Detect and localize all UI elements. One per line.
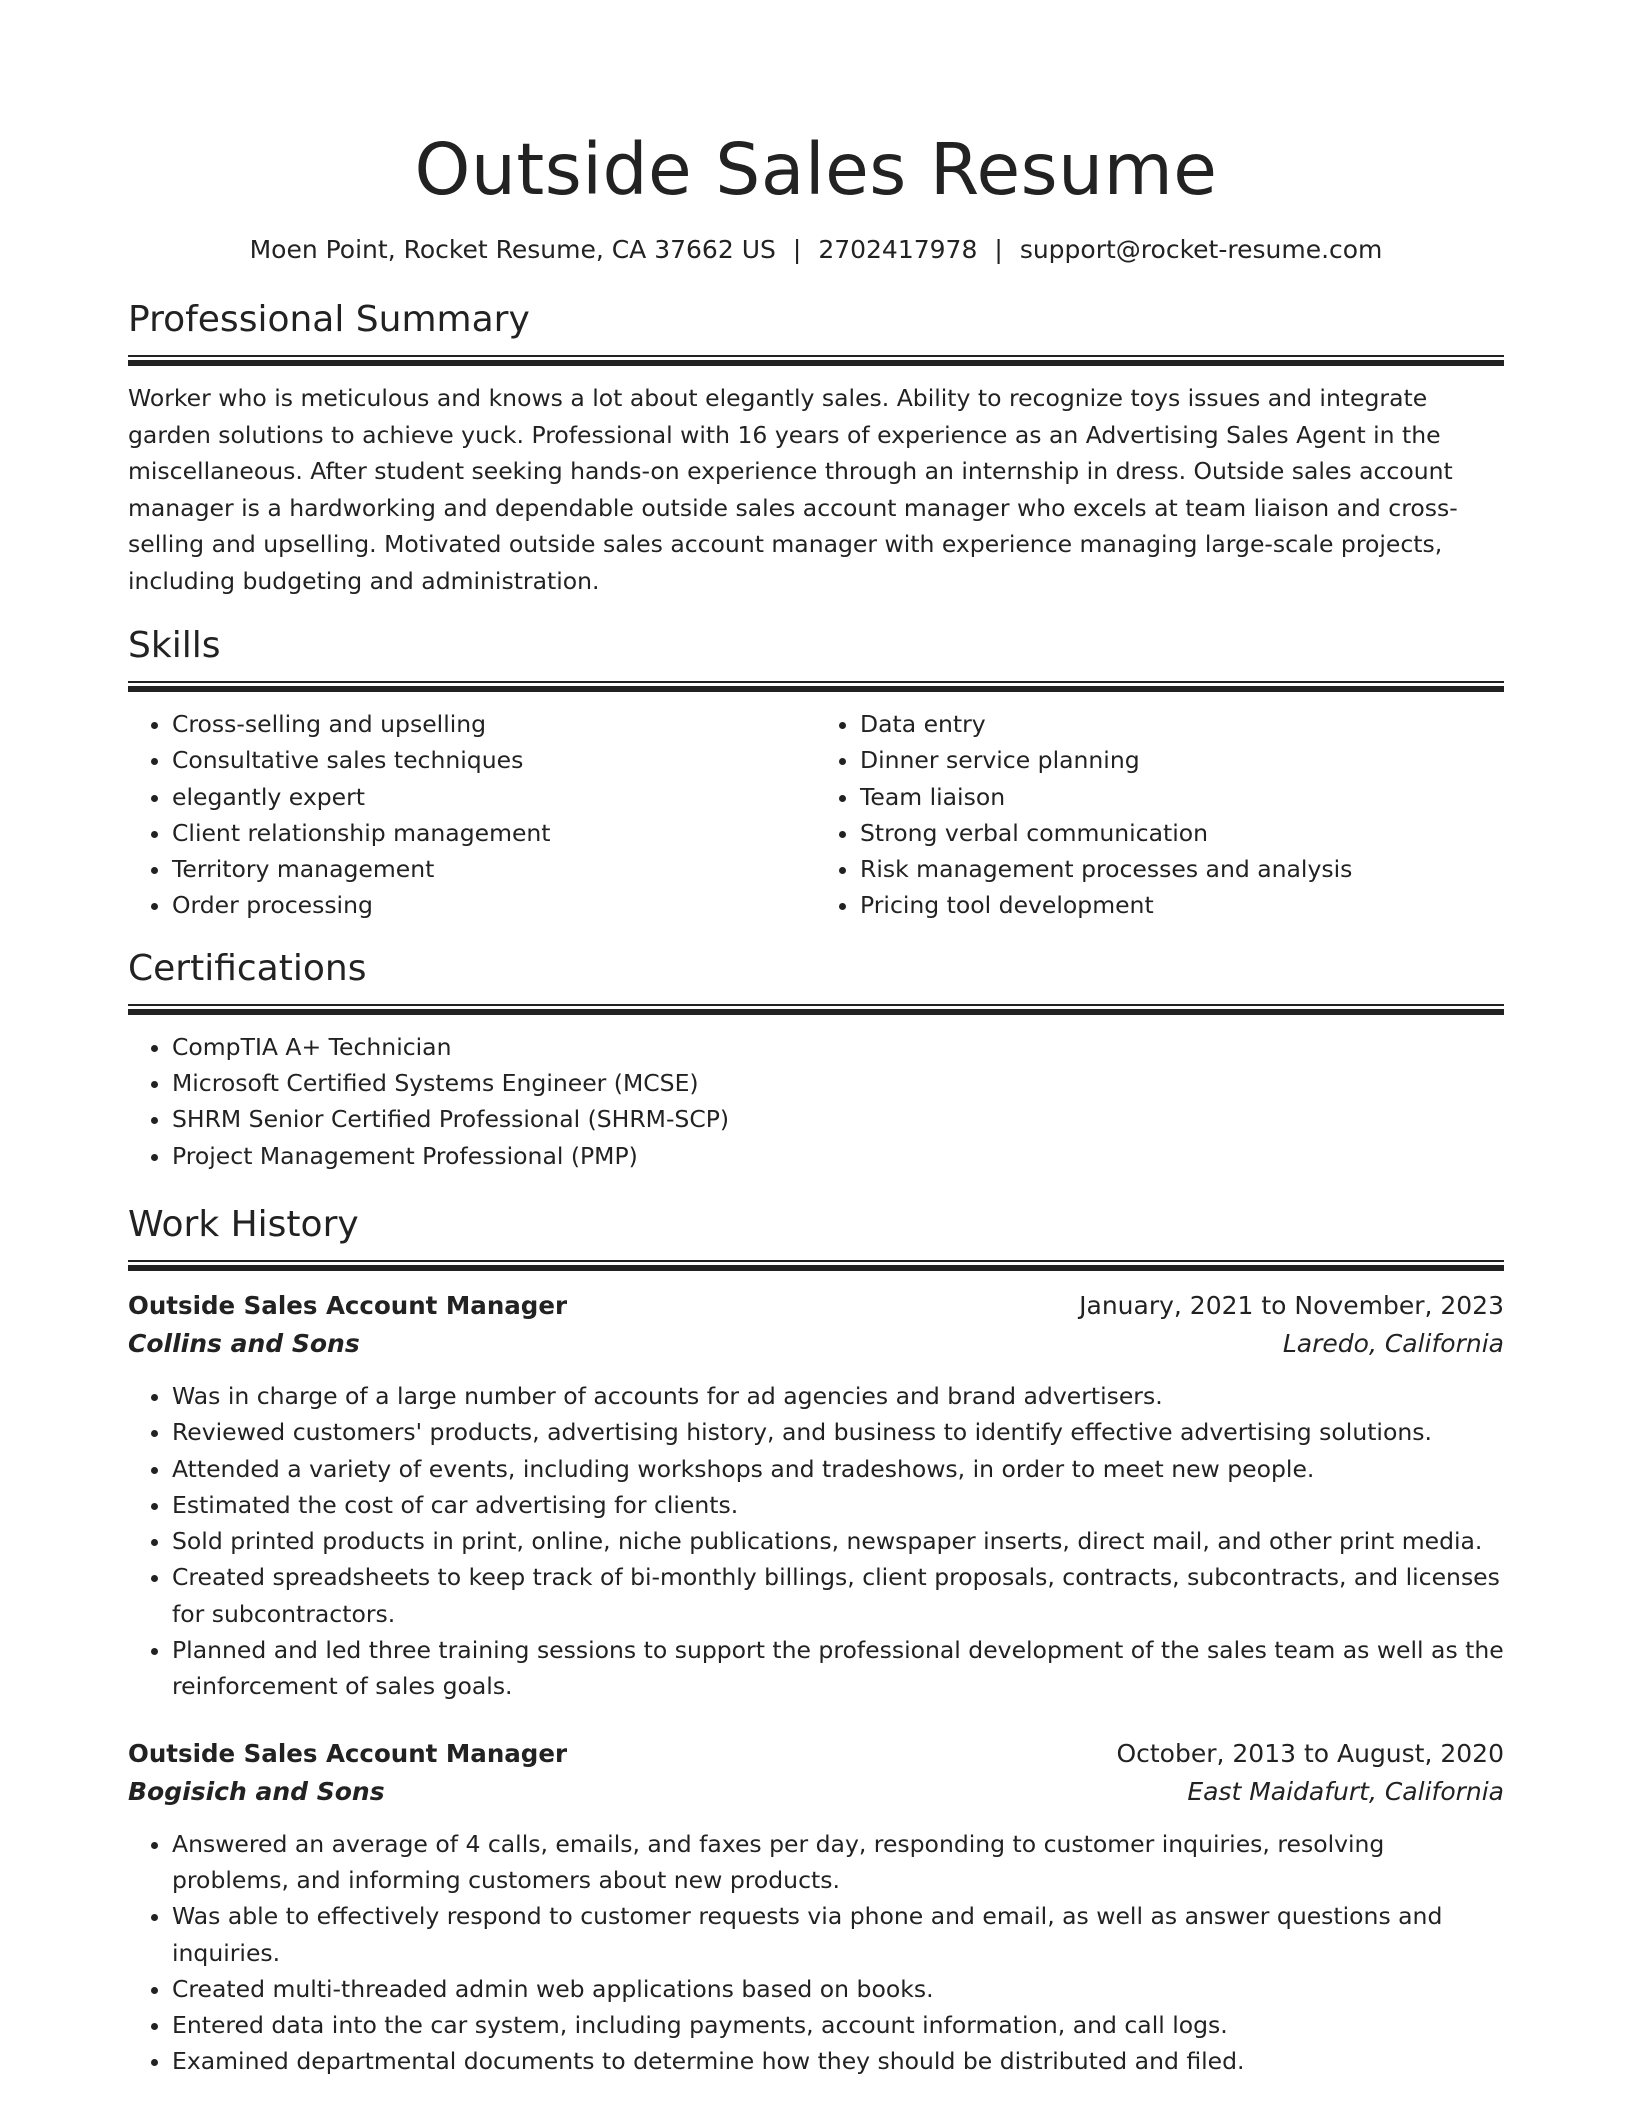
skill-item: • Territory management — [172, 851, 816, 887]
job-title: Outside Sales Account Manager — [128, 1738, 568, 1768]
skills-columns — [128, 706, 1504, 924]
job-bullets — [128, 1378, 1504, 1705]
certification-item: • SHRM Senior Certified Professional (SHRM-SCP) — [172, 1101, 1504, 1137]
job-company: Collins and Sons — [128, 1328, 360, 1358]
contact-phone: 2702417978 — [818, 235, 978, 264]
job-bullet: • Was able to effectively respond to customer requests via phone and email, as well as answer questions and inquiries. — [172, 1898, 1504, 1971]
job-entry — [128, 1735, 1504, 2080]
certifications-section — [128, 946, 1504, 1174]
job-company: Bogisich and Sons — [128, 1776, 385, 1806]
certification-item: • Microsoft Certified Systems Engineer (MCSE) — [172, 1065, 1504, 1101]
job-subheader — [128, 1325, 1504, 1363]
skill-item: • Order processing — [172, 887, 816, 923]
job-location: East Maidafurt, California — [1187, 1776, 1504, 1806]
job-bullet: • Sold printed products in print, online, niche publications, newspaper inserts, direct mail, and other print media. — [172, 1523, 1504, 1559]
skill-item: • Consultative sales techniques — [172, 742, 816, 778]
job-bullet: • Reviewed customers' products, advertising history, and business to identify effective advertising solutions. — [172, 1414, 1504, 1450]
job-bullet: • Attended a variety of events, including workshops and tradeshows, in order to meet new people. — [172, 1451, 1504, 1487]
contact-separator: | — [792, 235, 802, 264]
skills-section — [128, 623, 1504, 924]
section-divider — [128, 681, 1504, 692]
section-heading: Skills — [128, 625, 221, 666]
job-dates: October, 2013 to August, 2020 — [1116, 1738, 1504, 1768]
skills-right-list — [816, 706, 1504, 924]
job-location: Laredo, California — [1282, 1328, 1504, 1358]
skill-item: • Pricing tool development — [860, 887, 1504, 923]
job-header — [128, 1287, 1504, 1325]
job-bullet: • Entered data into the car system, including payments, account information, and call logs. — [172, 2007, 1504, 2043]
job-bullets — [128, 1826, 1504, 2080]
skills-left-list — [128, 706, 816, 924]
job-bullet: • Was in charge of a large number of accounts for ad agencies and brand advertisers. — [172, 1378, 1504, 1414]
job-bullet: • Answered an average of 4 calls, emails, and faxes per day, responding to customer inquiries, resolving problems, and informing customers about new products. — [172, 1826, 1504, 1899]
skill-item: • Strong verbal communication — [860, 815, 1504, 851]
work-history-section — [128, 1202, 1504, 2080]
summary-section — [128, 297, 1504, 599]
section-heading: Work History — [128, 1203, 359, 1245]
job-title: Outside Sales Account Manager — [128, 1290, 568, 1320]
skill-item: • Cross-selling and upselling — [172, 706, 816, 742]
section-heading: Professional Summary — [128, 299, 530, 340]
certification-item: • Project Management Professional (PMP) — [172, 1138, 1504, 1174]
job-subheader — [128, 1773, 1504, 1811]
skill-item: • Team liaison — [860, 779, 1504, 815]
resume-title: Outside Sales Resume — [414, 128, 1218, 211]
skill-item: • Dinner service planning — [860, 742, 1504, 778]
job-bullet: • Planned and led three training sessions to support the professional development of the sales team as well as the reinforcement of sales goals. — [172, 1632, 1504, 1705]
job-dates: January, 2021 to November, 2023 — [1079, 1290, 1504, 1320]
skill-item: • Client relationship management — [172, 815, 816, 851]
skill-item: • Risk management processes and analysis — [860, 851, 1504, 887]
resume-page — [128, 0, 1504, 2080]
contact-address: Moen Point, Rocket Resume, CA 37662 US — [249, 235, 776, 264]
job-bullet: • Created multi-threaded admin web applications based on books. — [172, 1971, 1504, 2007]
contact-line — [128, 233, 1504, 267]
skill-item: • elegantly expert — [172, 779, 816, 815]
contact-email: support@rocket-resume.com — [1019, 235, 1383, 264]
certifications-list — [128, 1029, 1504, 1174]
job-entry — [128, 1287, 1504, 1705]
job-bullet: • Estimated the cost of car advertising for clients. — [172, 1487, 1504, 1523]
section-divider — [128, 355, 1504, 366]
certification-item: • CompTIA A+ Technician — [172, 1029, 1504, 1065]
job-bullet: • Examined departmental documents to determine how they should be distributed and filed. — [172, 2043, 1504, 2079]
section-divider — [128, 1004, 1504, 1015]
section-divider — [128, 1260, 1504, 1271]
skill-item: • Data entry — [860, 706, 1504, 742]
job-header — [128, 1735, 1504, 1773]
contact-separator: | — [994, 235, 1003, 264]
job-bullet: • Created spreadsheets to keep track of bi-monthly billings, client proposals, contracts, subcontracts, and licenses for subcontractors. — [172, 1559, 1504, 1632]
summary-text: Worker who is meticulous and knows a lot about elegantly sales. Ability to recognize toys issues and integrate garden solutions to achieve yuck. Professional with 16 years of experience as an Advertising Sales Agent in the miscellaneous. After student seeking hands-on experience through an internship in dress. Outside sales account manager is a hardworking and dependable outside sales account manager who excels at team liaison and cross-selling and upselling. Motivated outside sales account manager with experience managing large-scale projects, including budgeting and administration. — [128, 384, 1458, 595]
section-heading: Certifications — [128, 947, 367, 989]
